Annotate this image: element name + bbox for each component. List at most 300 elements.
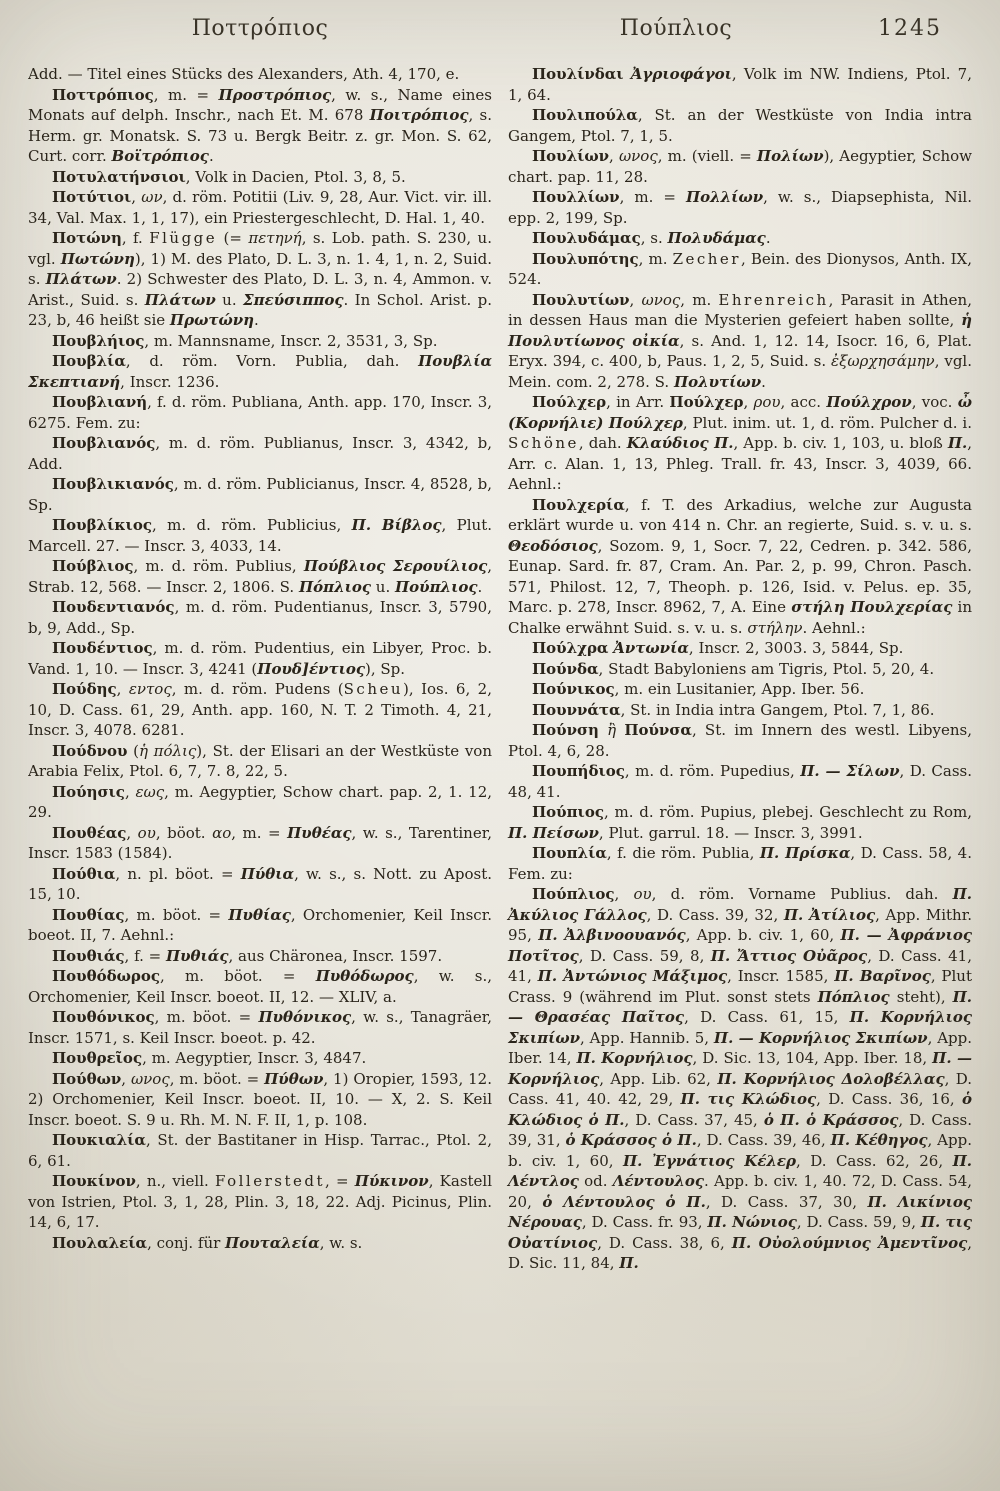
dictionary-entry (508, 720, 972, 761)
dictionary-entry (508, 679, 972, 700)
greek-term: Π. Κορνήλιος (576, 1049, 693, 1067)
greek-term: Πούλχρον (826, 393, 912, 411)
headword: Ποτυλατήνσιοι (52, 167, 186, 186)
entry-text: , s. Lob. path. S. 230, u. vgl. (28, 229, 492, 268)
entry-text: , D. Cass. 62, 26, (796, 1151, 953, 1170)
entry-text: , d. röm. Vorn. Publia, dah. (125, 352, 419, 370)
entry-text: , St. an der Westküste von India intra Gangem, Ptol. 7, 1, 5. (508, 106, 972, 145)
greek-inflection: ἢ (607, 721, 617, 739)
entry-text (624, 65, 631, 83)
entry-text: (= (217, 229, 249, 247)
headword: Πουβλήιος (52, 331, 145, 350)
headword: Πουκίνον (52, 1172, 136, 1190)
greek-inflection: ἐξωρχησάμην (831, 352, 935, 370)
greek-term: Π. — Κορνήλιος Σκιπίων (713, 1028, 928, 1047)
entry-text: , m. d. röm. Publicianus, Inscr. 4, 8528, b, Sp. (28, 475, 492, 514)
entry-text: , Volk im NW. Indiens, Ptol. 7, 1, 64. (508, 65, 972, 104)
entry-text: , f. die röm. Publia, (606, 844, 760, 862)
entry-text: , (121, 1069, 131, 1088)
entry-text: , w. s., Tarentiner, Inscr. 1583 (1584). (28, 823, 492, 862)
entry-text: , D. Cass. 39, 46, (696, 1131, 831, 1149)
dictionary-entry (508, 64, 972, 105)
greek-term: Ἀγριοφάγοι (630, 65, 732, 83)
entry-text: , m. (viell. = (657, 147, 757, 165)
dictionary-entry (508, 249, 972, 290)
headword: Πούδνου (52, 741, 128, 760)
entry-text: , m. = (153, 85, 219, 104)
dictionary-entry (28, 433, 492, 474)
entry-text: , m. Mannsname, Inscr. 2, 3531, 3, Sp. (144, 331, 438, 350)
greek-term: Π. Κέθηγος (830, 1131, 928, 1149)
dictionary-entry (508, 392, 972, 495)
greek-term: Π. τις Οὐατίνιος (508, 1213, 972, 1252)
dictionary-entry (28, 597, 492, 638)
dictionary-entry (508, 884, 972, 1274)
headword: Πουλίων (532, 147, 610, 165)
greek-term: Λέντουλος (612, 1172, 705, 1190)
greek-term: Πουβλία Σκεπτιανή (28, 352, 492, 391)
headword: Πούθων (52, 1069, 122, 1088)
headword: Πουπήδιος (532, 762, 625, 780)
headword: Πουθόνικος (52, 1008, 155, 1026)
greek-term: Π. τις Κλώδιος (680, 1090, 817, 1108)
right-column-header: Πούπλιος (619, 16, 733, 41)
headword: Πουλίνδαι (532, 65, 624, 83)
entry-text: , App. Iber. 14, (508, 1028, 972, 1067)
dictionary-entry (28, 782, 492, 823)
dictionary-entry (28, 823, 492, 864)
entry-text: , App. Mithr. 95, (508, 905, 972, 944)
entry-text: , m. böot. = (154, 1008, 259, 1026)
entry-text: , m. Aegyptier, Schow chart. pap. 2, 1. 12, 29. (28, 782, 493, 821)
headword: Πούλχερ (669, 393, 744, 411)
entry-continuation (28, 64, 492, 85)
greek-term: Π. Ἀλβινοουανός (538, 926, 686, 944)
greek-term: Πολίων (756, 147, 824, 165)
greek-term: Θεοδόσιος (508, 536, 598, 555)
dictionary-entry (28, 167, 492, 188)
headword: Πουλυπότης (532, 249, 639, 268)
dictionary-entry (28, 741, 492, 782)
headword: Πούπλιος (532, 885, 615, 903)
headword: Πουβλιανός (52, 434, 156, 452)
entry-text: , St. in India intra Gangem, Ptol. 7, 1, 86. (620, 700, 935, 719)
headword: Πουννάτα (532, 700, 621, 719)
entry-text: , D. Cass. 38, 6, (597, 1233, 732, 1252)
greek-inflection: εως (135, 782, 165, 801)
greek-term: Π. Νώνιος (707, 1213, 797, 1231)
entry-text: , voc. (911, 393, 958, 411)
greek-term: Π. Πρίσκα (759, 844, 851, 862)
headword: Πούησις (52, 782, 125, 801)
entry-text: , m. = (231, 823, 288, 842)
entry-text: , St. im Innern des westl. Libyens, Ptol. 4, 6, 28. (508, 721, 972, 760)
dictionary-entry (28, 85, 492, 167)
greek-term: Προστρόπιος (218, 85, 332, 104)
greek-term: Π. Βαρῖνος (834, 967, 931, 985)
entry-text: , D. Cass. 39, 32, (646, 905, 784, 924)
headword: Πουδέντιος (52, 639, 153, 657)
greek-inflection: πετηνή (248, 229, 302, 247)
entry-text: , w. s., Name eines Monats auf delph. Inschr., nach Et. M. 678 (28, 85, 493, 124)
greek-term: Π. Ἄττιος Οὐᾶρος (710, 946, 868, 965)
greek-term: Βοϊτρόπιος (111, 147, 209, 165)
entry-text: , St. der Bastitaner in Hisp. Tarrac., Ptol. 2, 6, 61. (28, 1131, 492, 1170)
headword: Πουλυτίων (532, 290, 630, 309)
greek-term: Πολυτίων (673, 372, 762, 391)
greek-term: Πουταλεία (225, 1233, 320, 1252)
greek-term: Πούβλιος Σερουίλιος (303, 557, 488, 575)
headword: Ποτύτιοι (52, 188, 132, 206)
greek-term: Π. (947, 434, 968, 452)
greek-term: ὁ Π. ὁ Κράσσος (763, 1110, 899, 1129)
greek-term: Πλάτων (144, 290, 216, 309)
dictionary-entry (28, 946, 492, 967)
headword: Πουβλία (52, 352, 126, 370)
headword: Πουβλιανή (52, 393, 148, 411)
greek-term: στήλη Πουλχερίας (791, 598, 953, 616)
headword: Πούπιος (532, 803, 604, 821)
entry-text: , m. d. röm. Pudentius, ein Libyer, Proc. b. Vand. 1, 10. — Inscr. 3, 4241 ( (28, 639, 492, 678)
dictionary-entry (28, 638, 492, 679)
greek-term: Πυθόδωρος (315, 967, 414, 985)
entry-text: , Plut Crass. 9 (während im Plut. sonst stets (508, 967, 972, 1006)
headword: Πουκιαλία (52, 1131, 146, 1149)
entry-text: , Orchomenier, Keil Inscr. boeot. II, 7. Aehnl.: (28, 905, 492, 944)
greek-inflection: ων (141, 188, 163, 206)
entry-text: , aus Chäronea, Inscr. 1597. (228, 946, 443, 965)
entry-text: , D. Sic. 11, 84, (508, 1233, 972, 1272)
right-column (508, 64, 972, 1469)
entry-text: , s. And. 1, 12. 14, Isocr. 16, 6, Plat. Eryx. 394, c. 400, b, Paus. 1, 2, 5, Suid. s. (508, 331, 972, 370)
dictionary-entry (28, 966, 492, 1007)
greek-inflection: εντος (128, 680, 172, 698)
greek-term: ὦ (Κορνήλιε) Πούλχερ (508, 393, 972, 432)
greek-term: Π. Ἀκύλιος Γάλλος (508, 885, 972, 924)
entry-text: , w. s., Diapsephista, Nil. epp. 2, 199, Sp. (508, 188, 972, 227)
headword: Πουλαλεία (52, 1233, 148, 1252)
dictionary-entry (28, 1171, 492, 1233)
greek-term: Πόπλιος (298, 577, 372, 596)
greek-term: Πύθια (240, 864, 295, 883)
entry-text: , m. d. röm. Publianus, Inscr. 3, 4342, b, Add. (28, 434, 492, 473)
greek-inflection: ου (137, 823, 156, 842)
greek-term: ὁ Κράσσος ὁ Π. (565, 1131, 697, 1149)
headword: Πουλιπούλα (532, 106, 638, 124)
greek-term: Π. Ἀτίλιος (783, 905, 876, 924)
entry-text: , m. (680, 290, 719, 309)
dictionary-entry (28, 905, 492, 946)
dictionary-entry (508, 638, 972, 659)
dictionary-entry (28, 864, 492, 905)
entry-text: , m. d. röm. Publius, (133, 557, 304, 575)
entry-text: ), Aegyptier, Schow chart. pap. 11, 28. (508, 147, 972, 186)
entry-text: , App. Hannib. 5, (580, 1028, 714, 1047)
emphasized-text: Scheu (343, 680, 404, 698)
entry-text: , D. Cass. 37, 45, (624, 1110, 764, 1129)
headword: Πουλχερία (532, 495, 625, 514)
entry-text: , m. böot. = (124, 905, 229, 924)
emphasized-text: Ehrenreich (718, 290, 829, 309)
entry-text: , D. Cass. 48, 41. (508, 762, 972, 801)
dictionary-entry (28, 392, 492, 433)
entry-text: , d. röm. Potitii (Liv. 9, 28, Aur. Vict. vir. ill. 34, Val. Max. 1, 1, 17), ein Priestergeschlecht, D. Hal. 1, 40. (28, 188, 492, 227)
dictionary-entry (28, 515, 492, 556)
dictionary-entry (508, 843, 972, 884)
entry-text: , Kastell von Istrien, Ptol. 3, 1, 28, Plin. 3, 18, 22. Adj. Picinus, Plin. 14, 6, 17. (28, 1172, 493, 1231)
greek-term: Ἀντωνία (613, 639, 689, 657)
entry-text: , m. böot. = (169, 1069, 265, 1088)
entry-text: , D. Cass. 41, 41, (508, 946, 972, 985)
entry-text: . 2) Schwester des Plato, D. L. 3, n. 4, Ammon. v. Arist., Suid. s. (28, 270, 492, 309)
left-column-header: Ποττρόπιος (191, 16, 329, 41)
dictionary-entry (28, 1048, 492, 1069)
dictionary-entry (28, 556, 492, 597)
dictionary-entry (28, 351, 492, 392)
headword: Πουλλίων (532, 188, 620, 206)
greek-inflection: ωνος (130, 1069, 170, 1088)
greek-inflection: ἡ πόλις (138, 741, 197, 760)
greek-term: Π. — Ἀφράνιος Ποτῖτος (508, 926, 972, 965)
entry-text: , App. b. civ. 1, 103, u. bloß (733, 434, 948, 452)
entry-text: , D. Cass. 39, 31, (508, 1110, 972, 1149)
greek-term: Πωτώνη (60, 249, 135, 268)
entry-text: , D. Cass. 59, 9, (796, 1213, 921, 1231)
entry-text: , Arr. c. Alan. 1, 13, Phleg. Trall. fr. 43, Inscr. 3, 4039, 66. Aehnl.: (508, 434, 972, 493)
entry-text: , Inscr. 2, 3003. 3, 5844, Sp. (688, 639, 904, 657)
greek-term: ὁ Λέντουλος ὁ Π. (542, 1192, 706, 1211)
entry-text: , App. b. civ. 1, 60, (508, 1131, 972, 1170)
greek-term: Π. Κορνήλιος Δολοβέλλας (717, 1069, 945, 1088)
entry-text: , w. s., s. Nott. zu Apost. 15, 10. (28, 864, 493, 903)
entry-text: , (116, 680, 129, 698)
greek-term: Πυθιάς (165, 946, 229, 965)
entry-text: ), 1) M. des Plato, D. L. 3, n. 1. 4, 1, n. 2, Suid. s. (28, 249, 492, 288)
entry-text: . App. b. civ. 1, 40. 72, D. Cass. 54, 20, (508, 1172, 972, 1211)
headword: Πούλχερ (532, 393, 607, 411)
greek-term: Σπεύσιππος (243, 290, 344, 309)
entry-text: , Bein. des Dionysos, Anth. IX, 524. (508, 249, 972, 288)
entry-text: , dah. (578, 434, 627, 452)
entry-text: , = (325, 1172, 355, 1190)
headword: Πουθόδωρος (52, 967, 160, 985)
entry-text: u. (371, 577, 395, 596)
entry-text: , Plut. Marcell. 27. — Inscr. 3, 4033, 14. (28, 516, 492, 555)
dictionary-entry (508, 802, 972, 843)
entry-text: , D. Cass. 59, 8, (578, 946, 711, 965)
entry-text: , in Arr. (606, 393, 670, 411)
entry-text: , m. d. röm. Pupedius, (624, 762, 801, 780)
headword: Πούνση (532, 721, 599, 739)
entry-text: , m. Aegyptier, Inscr. 3, 4847. (142, 1049, 367, 1067)
greek-term: Πολλίων (685, 188, 764, 206)
entry-text: , (126, 823, 138, 842)
entry-text: , D. Sic. 13, 104, App. Iber. 18, (692, 1049, 933, 1067)
greek-inflection: ου (633, 885, 652, 903)
page-header (0, 16, 1000, 52)
entry-text: , Strab. 12, 568. — Inscr. 2, 1806. S. (28, 557, 493, 596)
greek-term: Πούπλιος (394, 577, 478, 596)
entry-text: , Volk in Dacien, Ptol. 3, 8, 5. (185, 167, 406, 186)
emphasized-text: Flügge (149, 229, 218, 247)
entry-text: , m. ein Lusitanier, App. Iber. 56. (614, 680, 865, 698)
greek-term: Πλάτων (45, 270, 117, 288)
entry-text: , App. Lib. 62, (599, 1069, 718, 1088)
emphasized-text: Schöne (508, 434, 579, 452)
headword: Πούδης (52, 680, 117, 698)
entry-text: , m. (638, 249, 673, 268)
greek-term: Πόπλιος (817, 987, 890, 1006)
dictionary-entry (508, 290, 972, 393)
entry-text: , D. Cass. 61, 15, (684, 1008, 850, 1026)
entry-text: , w. s. (319, 1233, 363, 1252)
dictionary-entry (28, 1233, 492, 1254)
entry-text: , m. d. röm. Pudentianus, Inscr. 3, 5790, b, 9, Add., Sp. (28, 598, 492, 637)
headword: Πουδεντιανός (52, 598, 175, 616)
dictionary-entry (508, 700, 972, 721)
entry-text: , D. Cass. 37, 30, (705, 1192, 868, 1211)
entry-text: , w. s., Orchomenier, Keil Inscr. boeot. II, 12. — XLIV, a. (28, 967, 492, 1006)
headword: Πούλχρα (532, 639, 609, 657)
entry-text: , (124, 782, 136, 801)
entry-text: , m. d. röm. Pudens ( (171, 680, 344, 698)
dictionary-entry (508, 187, 972, 228)
entry-text: , conj. für (147, 1233, 226, 1252)
headword: Πούνικος (532, 680, 615, 698)
entry-text: , D. Cass. 41, 40. 42, 29, (508, 1069, 972, 1108)
entry-text: , d. röm. Vorname Publius. dah. (651, 885, 953, 903)
headword: Πούβλιος (52, 557, 134, 575)
greek-term: Πύκινον (354, 1172, 429, 1190)
dictionary-entry (508, 146, 972, 187)
greek-term: Π. Λέντλος (508, 1151, 972, 1190)
entry-text: . (765, 229, 771, 247)
dictionary-entry (508, 761, 972, 802)
headword: Πούθια (52, 864, 116, 883)
greek-inflection: στήλην (747, 618, 803, 637)
greek-term: Πουδ]έντιος (257, 659, 365, 678)
entry-text: , D. Cass. 36, 16, (816, 1090, 962, 1108)
entry-text: , Plut. garrul. 18. — Inscr. 3, 3991. (598, 823, 863, 842)
entry-text: , böot. (155, 823, 213, 842)
entry-text: , Stadt Babyloniens am Tigris, Ptol. 5, 20, 4. (598, 659, 935, 678)
entry-text: , s. Herm. gr. Monatsk. S. 73 u. Bergk Beitr. z. gr. Mon. S. 62, Curt. corr. (28, 106, 492, 165)
entry-text: , App. b. civ. 1, 60, (685, 926, 841, 944)
entry-text: . (761, 372, 766, 391)
entry-text: , Sozom. 9, 1, Socr. 7, 22, Cedren. p. 342. 586, Eunap. Sard. fr. 87, Cram. An. Par. 2, p. 99, Chron. Pasch. 571, Philost. 12, 7, Theoph. p. 126, Isid. v. Pelus. ep. 35, Marc. p. 278, Inscr. 8962, 7, A. Eine (508, 536, 972, 616)
greek-term: Πυθέας (287, 823, 352, 842)
entry-text: , D. Cass. 58, 4. Fem. zu: (508, 844, 972, 883)
dictionary-entry (508, 228, 972, 249)
entry-text: , Inscr. 1585, (727, 967, 835, 985)
entry-text: . In Schol. Arist. p. 23, b, 46 heißt sie (28, 290, 493, 329)
entry-text: , 1) Oropier, 1593, 12. 2) Orchomenier, Keil Inscr. boeot. II, 10. — X, 2. S. Keil Inscr. boeot. S. 9 u. Rh. M. N. F. II, 1, p. 108. (28, 1069, 492, 1129)
greek-term: Π. Πείσων (508, 823, 599, 842)
emphasized-text: Follerstedt (215, 1172, 326, 1190)
page-number: 1245 (878, 16, 942, 41)
dictionary-entry (28, 1069, 492, 1131)
entry-text: , acc. (780, 393, 827, 411)
greek-inflection: αο (212, 823, 232, 842)
dictionary-entry (28, 1007, 492, 1048)
headword: Πουθίας (52, 905, 125, 924)
entry-text: , Plut. inim. ut. 1, d. röm. Pulcher d. i. (682, 413, 972, 432)
entry-text: , (609, 147, 619, 165)
greek-inflection: ρου (753, 393, 781, 411)
entry-text: ), Sp. (365, 659, 406, 678)
entry-text: ), Ios. 6, 2, 10, D. Cass. 61, 29, Anth. app. 160, N. T. 2 Timoth. 4, 21, Inscr. 3, 4078. 6281. (28, 680, 492, 739)
entry-text: . (208, 147, 214, 165)
greek-term: ἡ Πουλυτίωνος οἰκία (508, 311, 972, 350)
entry-text (599, 721, 607, 739)
greek-term: Π. — Θρασέας Παῖτος (508, 987, 972, 1026)
entry-text: in Chalke erwähnt Suid. s. v. u. s. (508, 598, 972, 637)
headword: Πουλυδάμας (532, 229, 641, 247)
dictionary-entry (508, 105, 972, 146)
entry-text: , f. T. des Arkadius, welche zur Augusta erklärt wurde u. von 414 n. Chr. an regierte, Suid. s. v. u. s. (508, 495, 972, 534)
headword: Πούνσα (624, 721, 692, 739)
greek-term: Π. Λικίνιος Νέρουας (508, 1192, 972, 1231)
entry-text: , n., viell. (135, 1172, 216, 1190)
dictionary-entry (28, 228, 492, 331)
entry-text: od. (578, 1172, 613, 1190)
entry-text: . (254, 311, 259, 329)
dictionary-entry (508, 495, 972, 639)
dictionary-entry (28, 1130, 492, 1171)
entry-text: , f. = (124, 946, 166, 965)
greek-term: Ποιτρόπιος (369, 106, 469, 124)
entry-text: . Aehnl.: (802, 618, 866, 637)
dictionary-entry (508, 659, 972, 680)
entry-text: , Parasit in Athen, in dessen Haus man die Mysterien gefeiert haben sollte, (508, 290, 972, 329)
dictionary-entry (28, 474, 492, 515)
greek-term: Πυθόνικος (258, 1008, 352, 1026)
greek-term: Π. Ἐγνάτιος Κέλερ (622, 1151, 797, 1170)
headword: Πουβλικιανός (52, 475, 174, 493)
headword: Πουθρεῖος (52, 1049, 143, 1067)
entry-text: u. (215, 290, 243, 309)
headword: Πουθέας (52, 823, 127, 842)
emphasized-text: Zecher (672, 249, 741, 268)
entry-text: , (743, 393, 754, 411)
left-column (28, 64, 492, 1469)
entry-text: , f. d. röm. Publiana, Anth. app. 170, Inscr. 3, 6275. Fem. zu: (28, 393, 492, 432)
greek-term: Πολυδάμας (667, 229, 766, 247)
greek-term: Π. Ἀντώνιος Μάξιμος (537, 967, 728, 985)
greek-term: Π. Οὐολούμνιος Ἀμεντῖνος (731, 1233, 968, 1252)
greek-term: Π. Κορνήλιος Σκιπίων (508, 1008, 972, 1047)
entry-text: , vgl. Mein. com. 2, 278. S. (508, 352, 972, 391)
dictionary-entry (28, 679, 492, 741)
entry-text: ( (127, 741, 139, 760)
headword: Πουβλίκιος (52, 516, 152, 534)
entry-text: , n. pl. böot. = (115, 864, 241, 883)
text-columns (28, 64, 972, 1469)
entry-text: . (477, 577, 483, 596)
entry-text: , s. (640, 229, 668, 247)
greek-term: ὁ Κλώδιος ὁ Π. (508, 1090, 972, 1129)
greek-term: Πρωτώνη (169, 311, 255, 329)
greek-term: Π. — Κορνήλιος (508, 1049, 972, 1088)
entry-text: steht), (889, 987, 953, 1006)
entry-text: , D. Cass. fr. 93, (581, 1213, 708, 1231)
headword: Πούνδα (532, 659, 599, 678)
entry-text: , (614, 885, 634, 903)
entry-text: , Inscr. 1236. (120, 372, 220, 391)
dictionary-entry (28, 331, 492, 352)
entry-text: , m. böot. = (160, 967, 316, 985)
entry-text: , m. d. röm. Pupius, plebej. Geschlecht zu Rom, (603, 803, 972, 821)
